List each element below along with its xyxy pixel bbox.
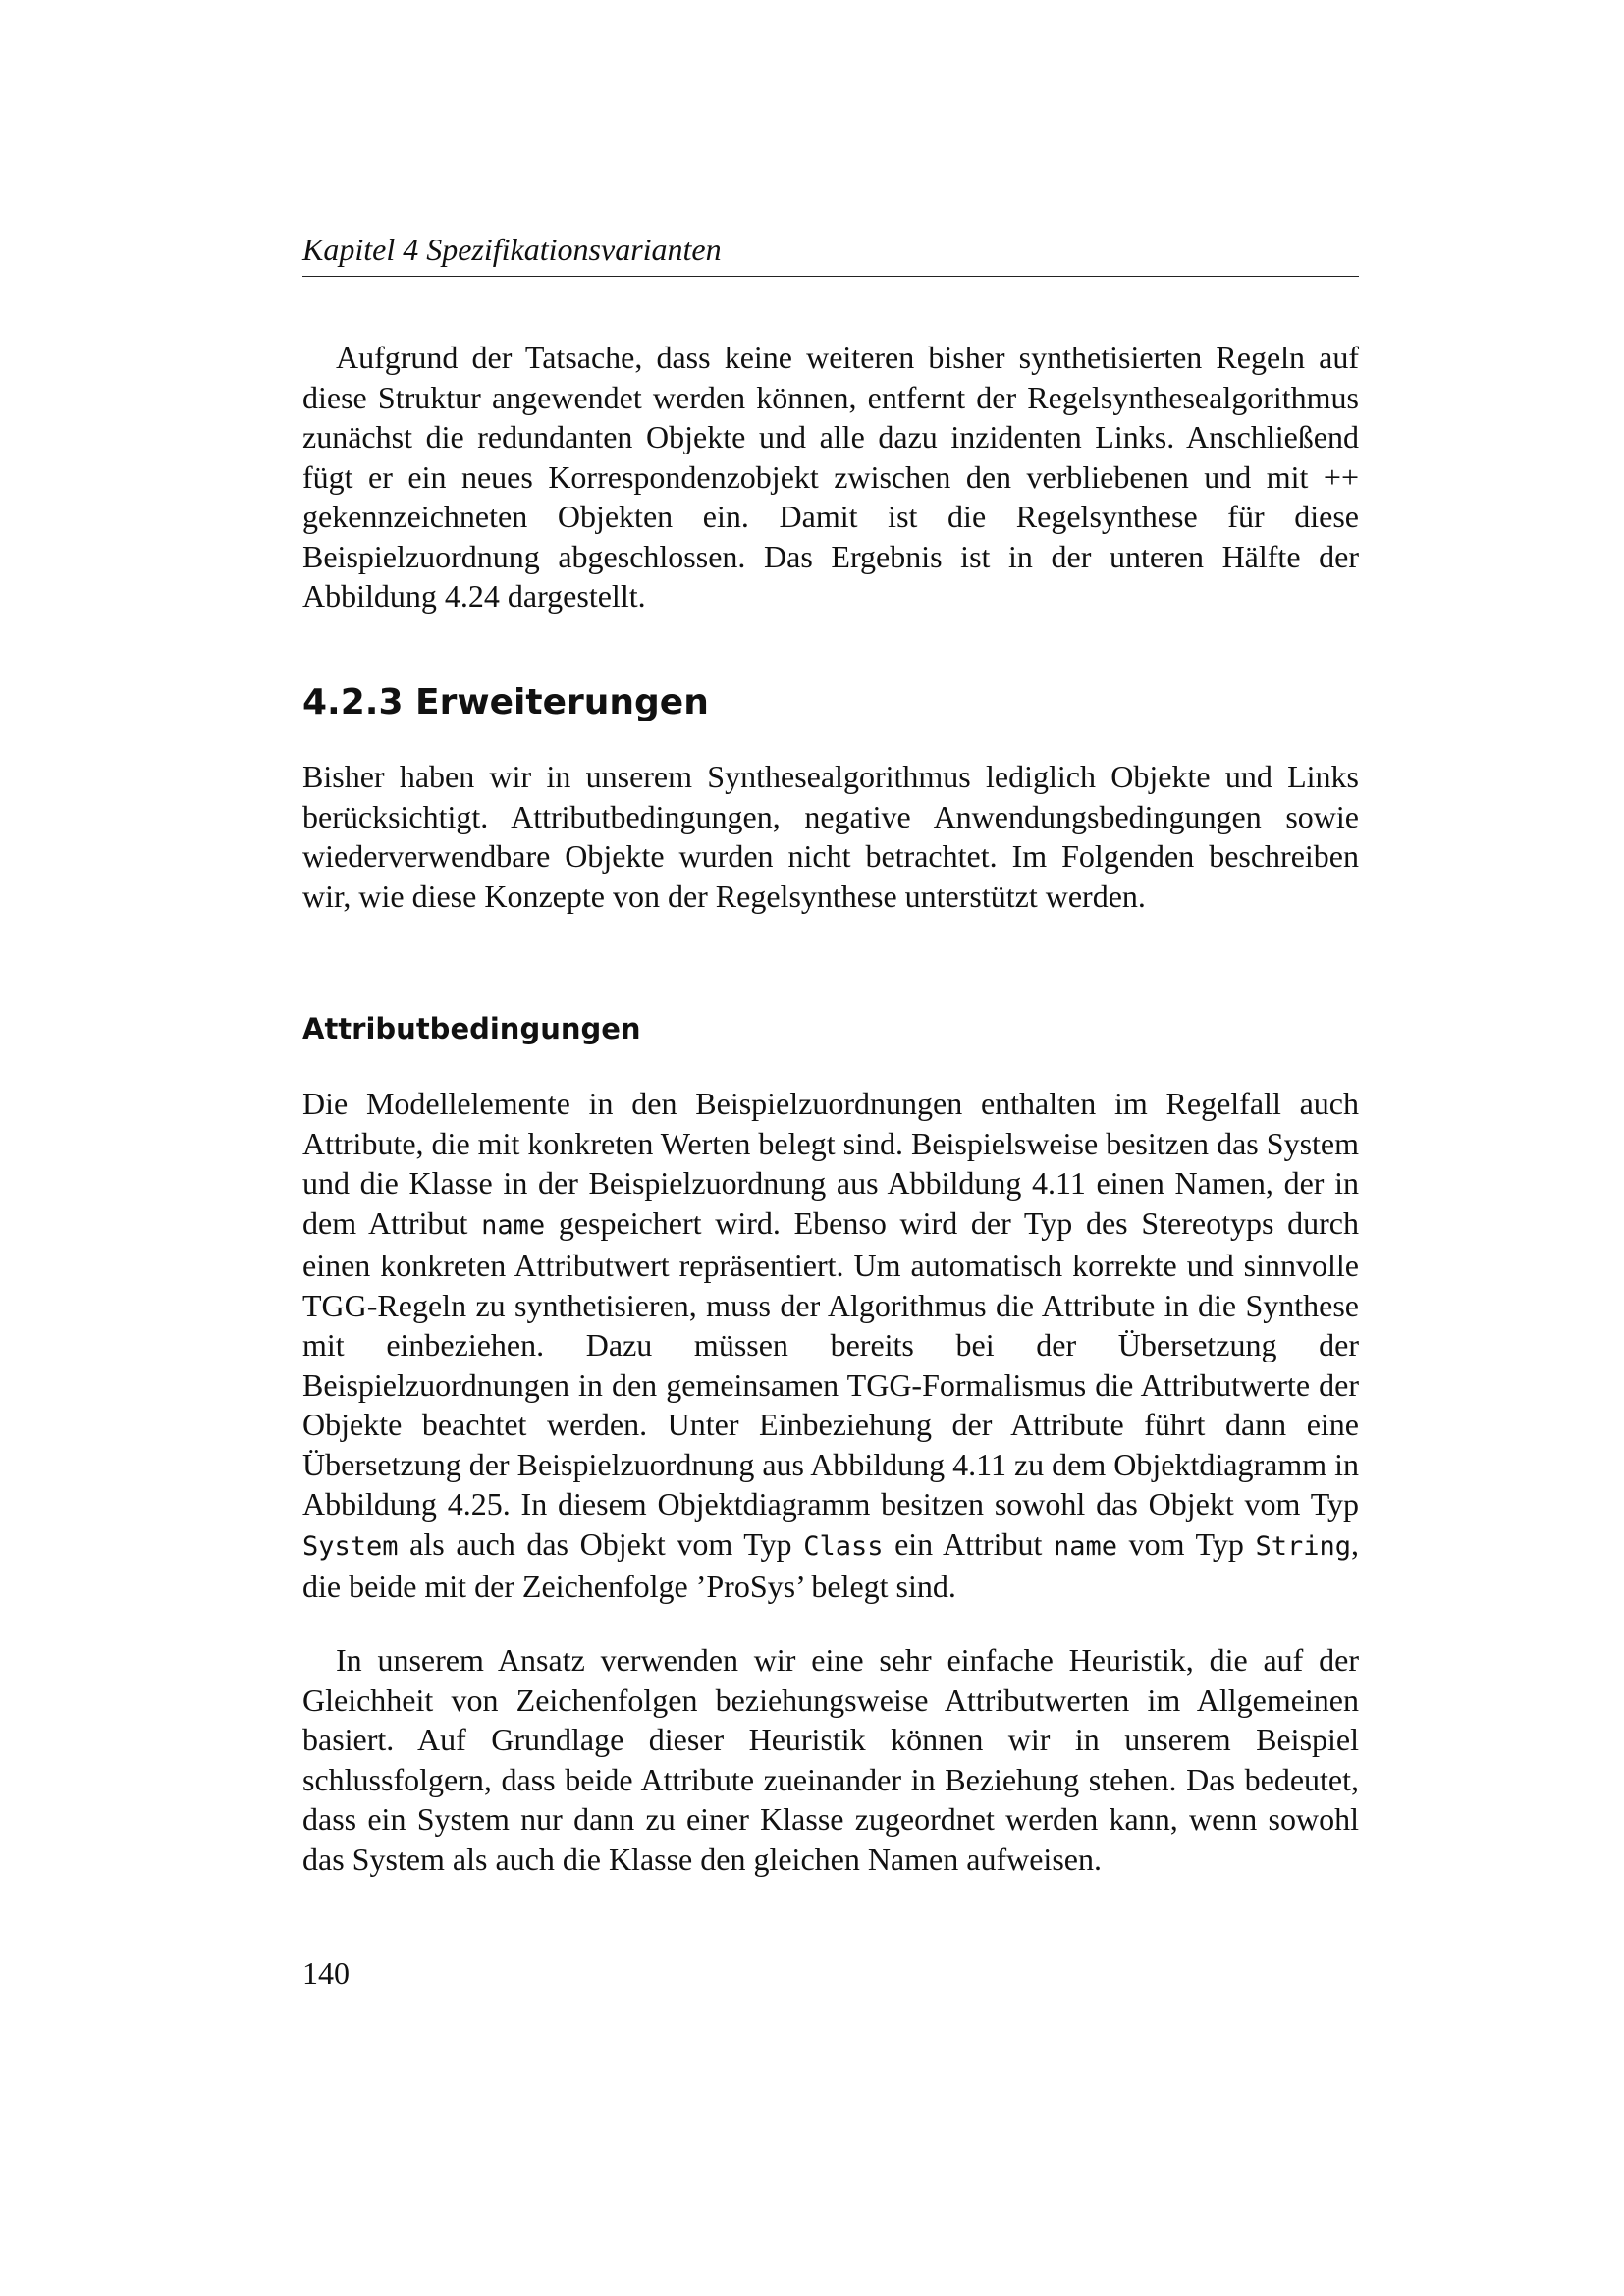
- text-run: ein Attribut: [883, 1525, 1054, 1562]
- code-class-type: Class: [803, 1530, 884, 1562]
- attribute-paragraph-2: In unserem Ansatz verwenden wir eine sehr einfache Heuristik, die auf der Gleichheit von Zeichenfolgen beziehungsweise Attributwerten im Allgemeinen basiert. Auf Grundlage dieser Heuristik können wir in unserem Beispiel schlussfolgern, dass beide Attribute zueinander in Beziehung stehen. Das bedeutet, dass ein System nur dann zu einer Klasse zugeordnet werden kann, wenn sowohl das System als auch die Klasse den gleichen Namen aufweisen.: [302, 1642, 1359, 1877]
- text-run: als auch das Objekt vom Typ: [398, 1525, 804, 1562]
- code-system-type: System: [302, 1530, 399, 1562]
- text-run: gespeichert wird. Ebenso wird der Typ des Stereotyps durch einen konkreten Attributwert repräsentiert. Um automatisch korrekte und sinnvolle TGG-Regeln zu synthetisieren, muss der Algorithmus die Attribute in die Synthese mit einbeziehen. Dazu müssen bereits bei der Übersetzung der Beispielzuordnungen in den gemeinsamen TGG-Formalismus die Attributwerte der Objekte beachtet werden. Unter Einbeziehung der Attribute führt dann eine Übersetzung der Beispielzuordnung aus Abbildung 4.11 zu dem Objektdiagramm in Abbildung 4.25. In diesem Objektdiagramm besitzen sowohl das Objekt vom Typ: [302, 1204, 1360, 1522]
- text-run: vom Typ: [1117, 1525, 1256, 1562]
- running-header: Kapitel 4 Spezifikationsvarianten: [302, 232, 722, 267]
- intro-paragraph: Aufgrund der Tatsache, dass keine weiteren bisher synthetisierten Regeln auf diese Struktur angewendet werden können, entfernt der Regelsynthesealgorithmus zunächst die redundanten Objekte und alle dazu inzidenten Links. Anschließend fügt er ein neues Korrespondenzobjekt zwischen den verbliebenen und mit ++ gekennzeichneten Objekten ein. Damit ist die Regelsynthese für diese Beispielzuordnung abgeschlossen. Das Ergebnis ist in der unteren Hälfte der Abbildung 4.24 dargestellt.: [302, 340, 1359, 614]
- section-paragraph: Bisher haben wir in unserem Synthesealgorithmus lediglich Objekte und Links berücksichtigt. Attributbedingungen, negative Anwendungsbedingungen sowie wiederverwendbare Objekte wurden nicht betrachtet. Im Folgenden beschreiben wir, wie diese Konzepte von der Regelsynthese unterstützt werden.: [302, 759, 1359, 914]
- text-run: Die Modellelemente in den Beispielzuordnungen enthalten im Regelfall auch Attribute, die mit konkreten Werten belegt sind. Beispielsweise besitzen das System und die Klasse in der Beispielzuordnung aus Abbildung 4.11 einen Namen, der in dem Attribut: [302, 1086, 1359, 1241]
- code-name-attr: name: [1053, 1530, 1117, 1562]
- code-name-attr: name: [481, 1209, 546, 1241]
- section-heading: 4.2.3 Erweiterungen: [302, 682, 709, 722]
- code-string-type: String: [1255, 1530, 1352, 1562]
- text-run: , die beide mit der Zeichenfolge ’ProSys’ belegt sind.: [302, 1525, 1360, 1604]
- subsection-heading: Attributbedingungen: [302, 1012, 641, 1045]
- attribute-paragraph-1: [302, 1084, 1359, 1607]
- header-rule: [302, 276, 1359, 277]
- page-number: 140: [302, 1955, 350, 1991]
